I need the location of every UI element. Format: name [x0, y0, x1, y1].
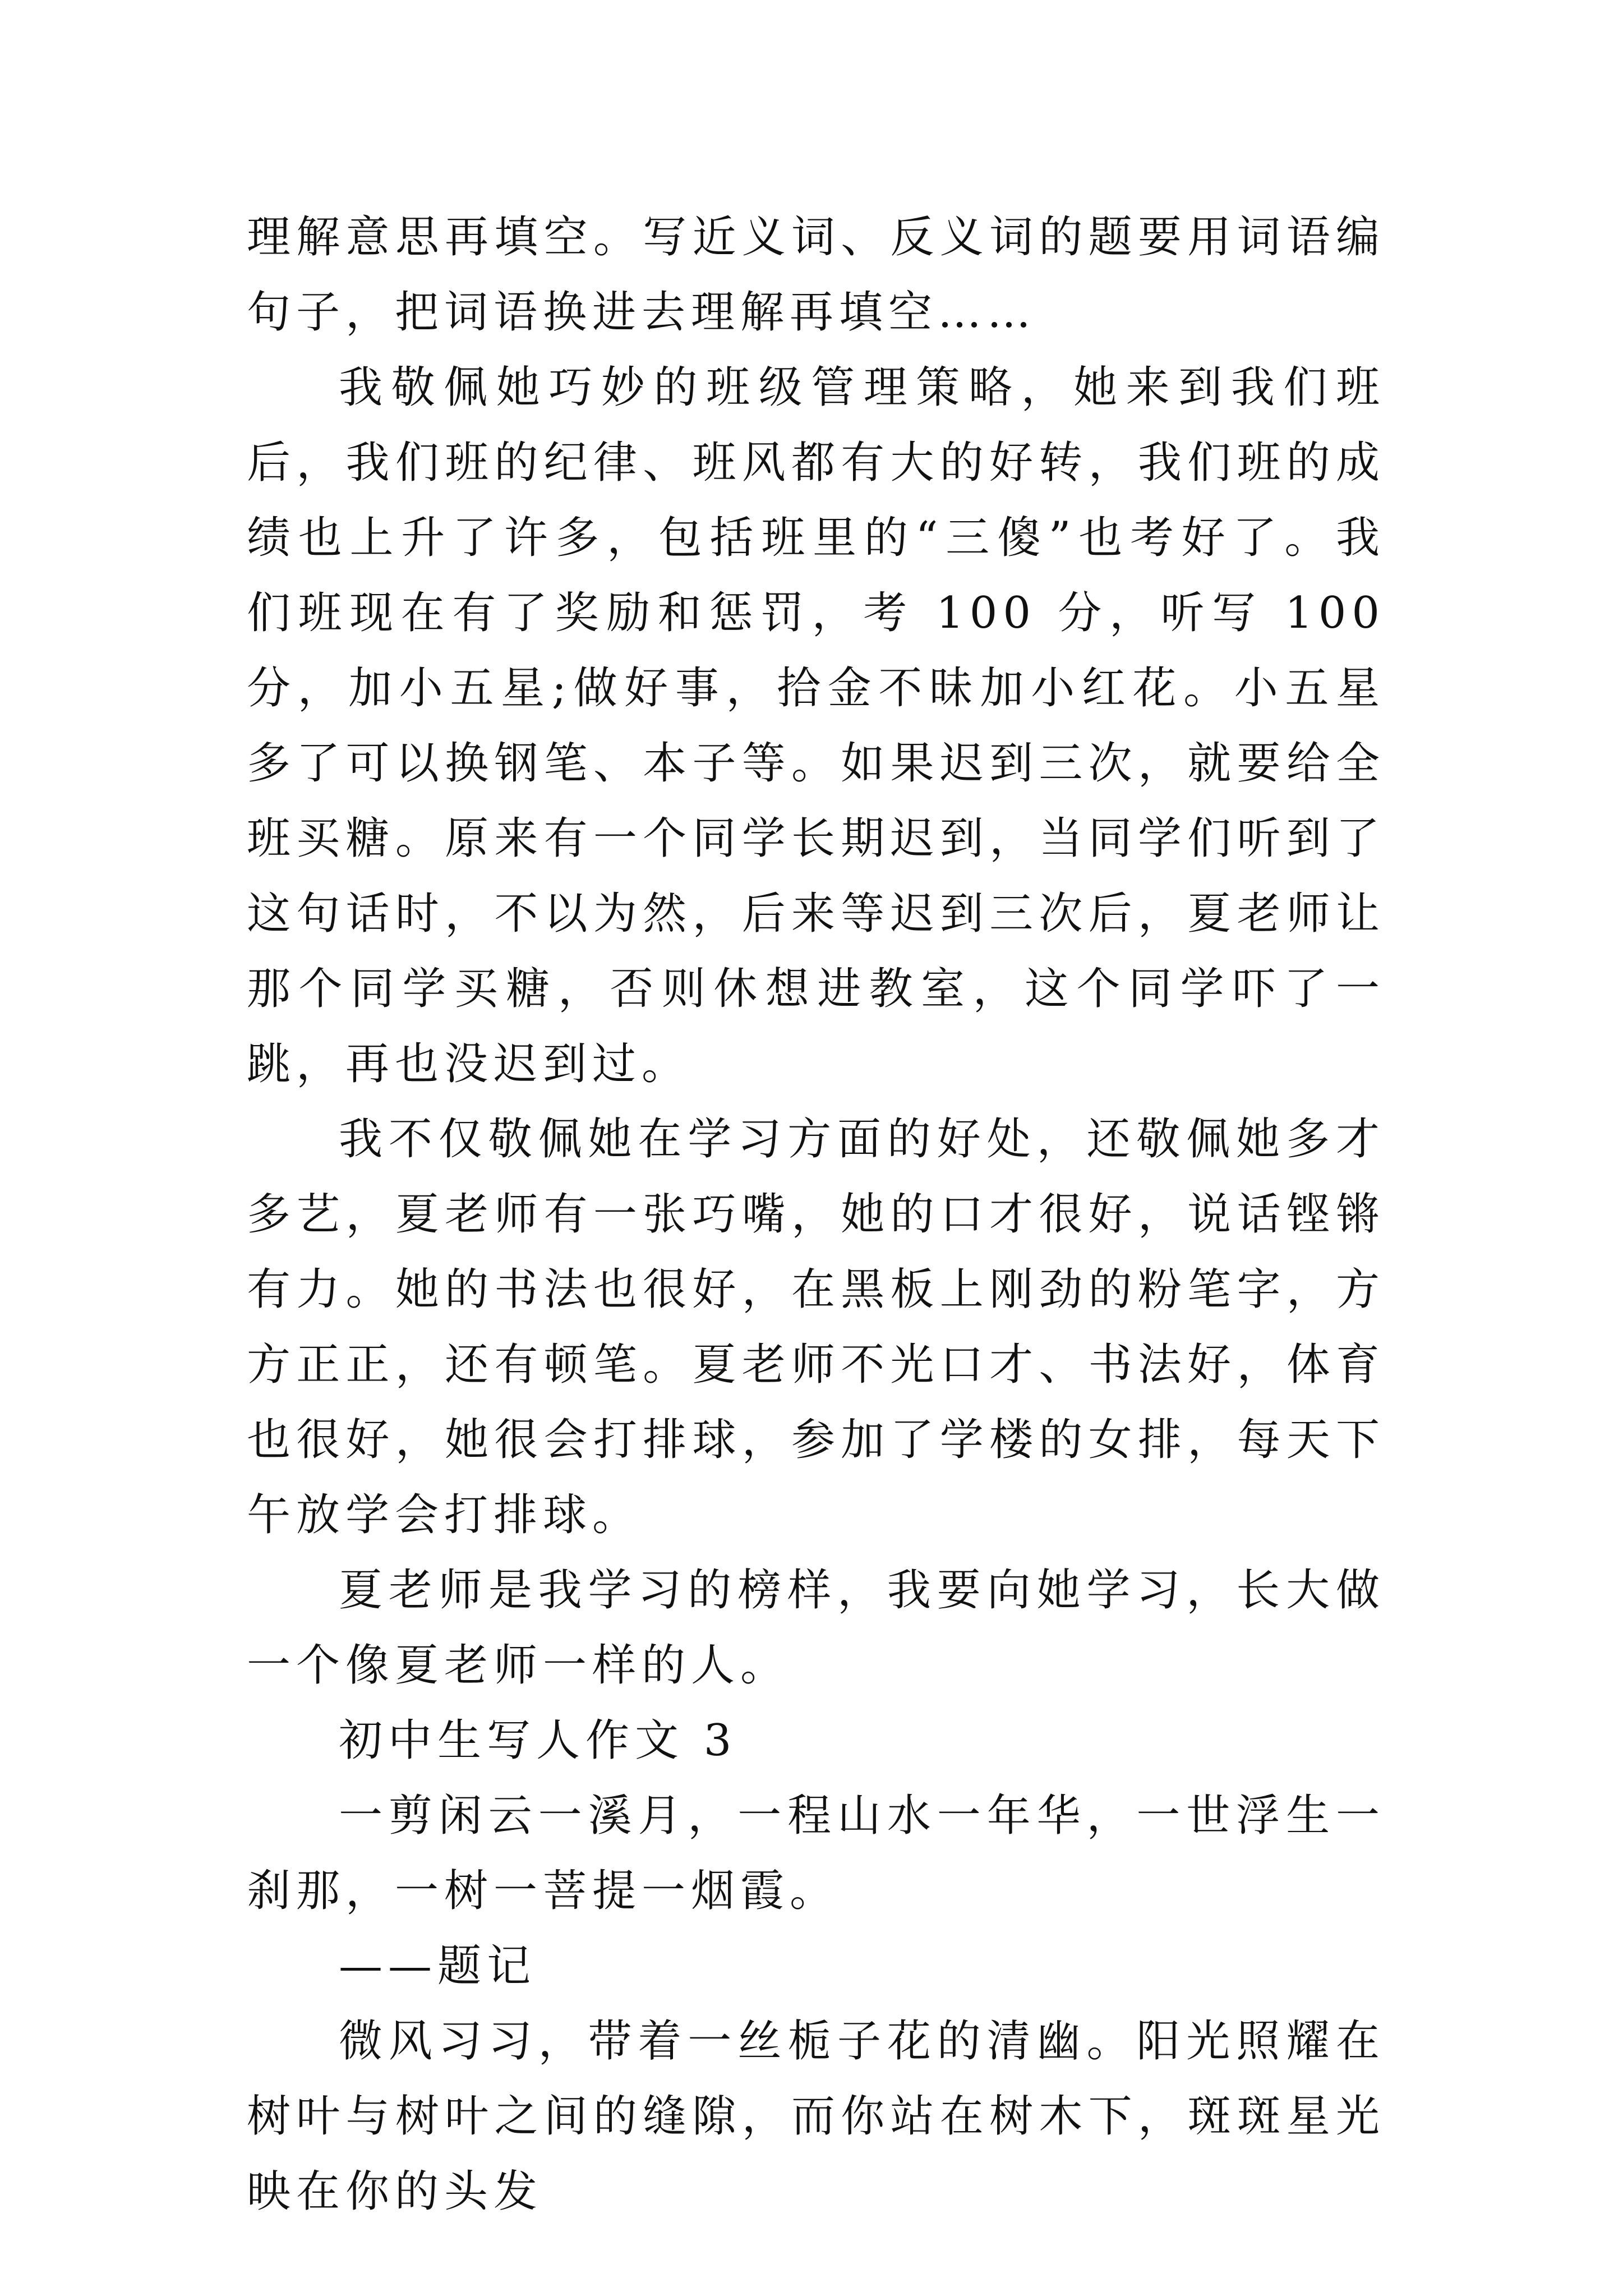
paragraph-3: 我不仅敬佩她在学习方面的好处，还敬佩她多才多艺，夏老师有一张巧嘴，她的口才很好，说话铿锵有力。她的书法也很好，在黑板上刚劲的粉笔字，方方正正，还有顿笔。夏老师不光口才、书法好，体育也很好，她很会打排球，参加了学楼的女排，每天下午放学会打排球。 [247, 1114, 1385, 1540]
paragraph-8: 微风习习，带着一丝栀子花的清幽。阳光照耀在树叶与树叶之间的缝隙，而你站在树木下，斑斑星光映在你的头发 [247, 2016, 1385, 2217]
epigraph: 一剪闲云一溪月，一程山水一年华，一世浮生一刹那，一树一菩提一烟霞。 [247, 1791, 1385, 1916]
epigraph-attribution: ——题记 [339, 1941, 537, 1991]
essay-title: 初中生写人作文 3 [339, 1715, 737, 1766]
paragraph-1: 理解意思再填空。写近义词、反义词的题要用词语编句子，把词语换进去理解再填空…… [247, 212, 1385, 338]
paragraph-2: 我敬佩她巧妙的班级管理策略，她来到我们班后，我们班的纪律、班风都有大的好转，我们班的成绩也上升了许多，包括班里的“三傻”也考好了。我们班现在有了奖励和惩罚，考 100 分，听写 100 分，加小五星;做好事，拾金不昧加小红花。小五星多了可以换钢笔、本子等。如果迟到三次，就要给全班买糖。原来有一个同学长期迟到，当同学们听到了这句话时，不以为然，后来等迟到三次后，夏老师让那个同学买糖，否则休想进教室，这个同学吓了一跳，再也没迟到过。 [247, 362, 1385, 1089]
paragraph-4: 夏老师是我学习的榜样，我要向她学习，长大做一个像夏老师一样的人。 [247, 1565, 1385, 1691]
document-body [247, 200, 1385, 2229]
